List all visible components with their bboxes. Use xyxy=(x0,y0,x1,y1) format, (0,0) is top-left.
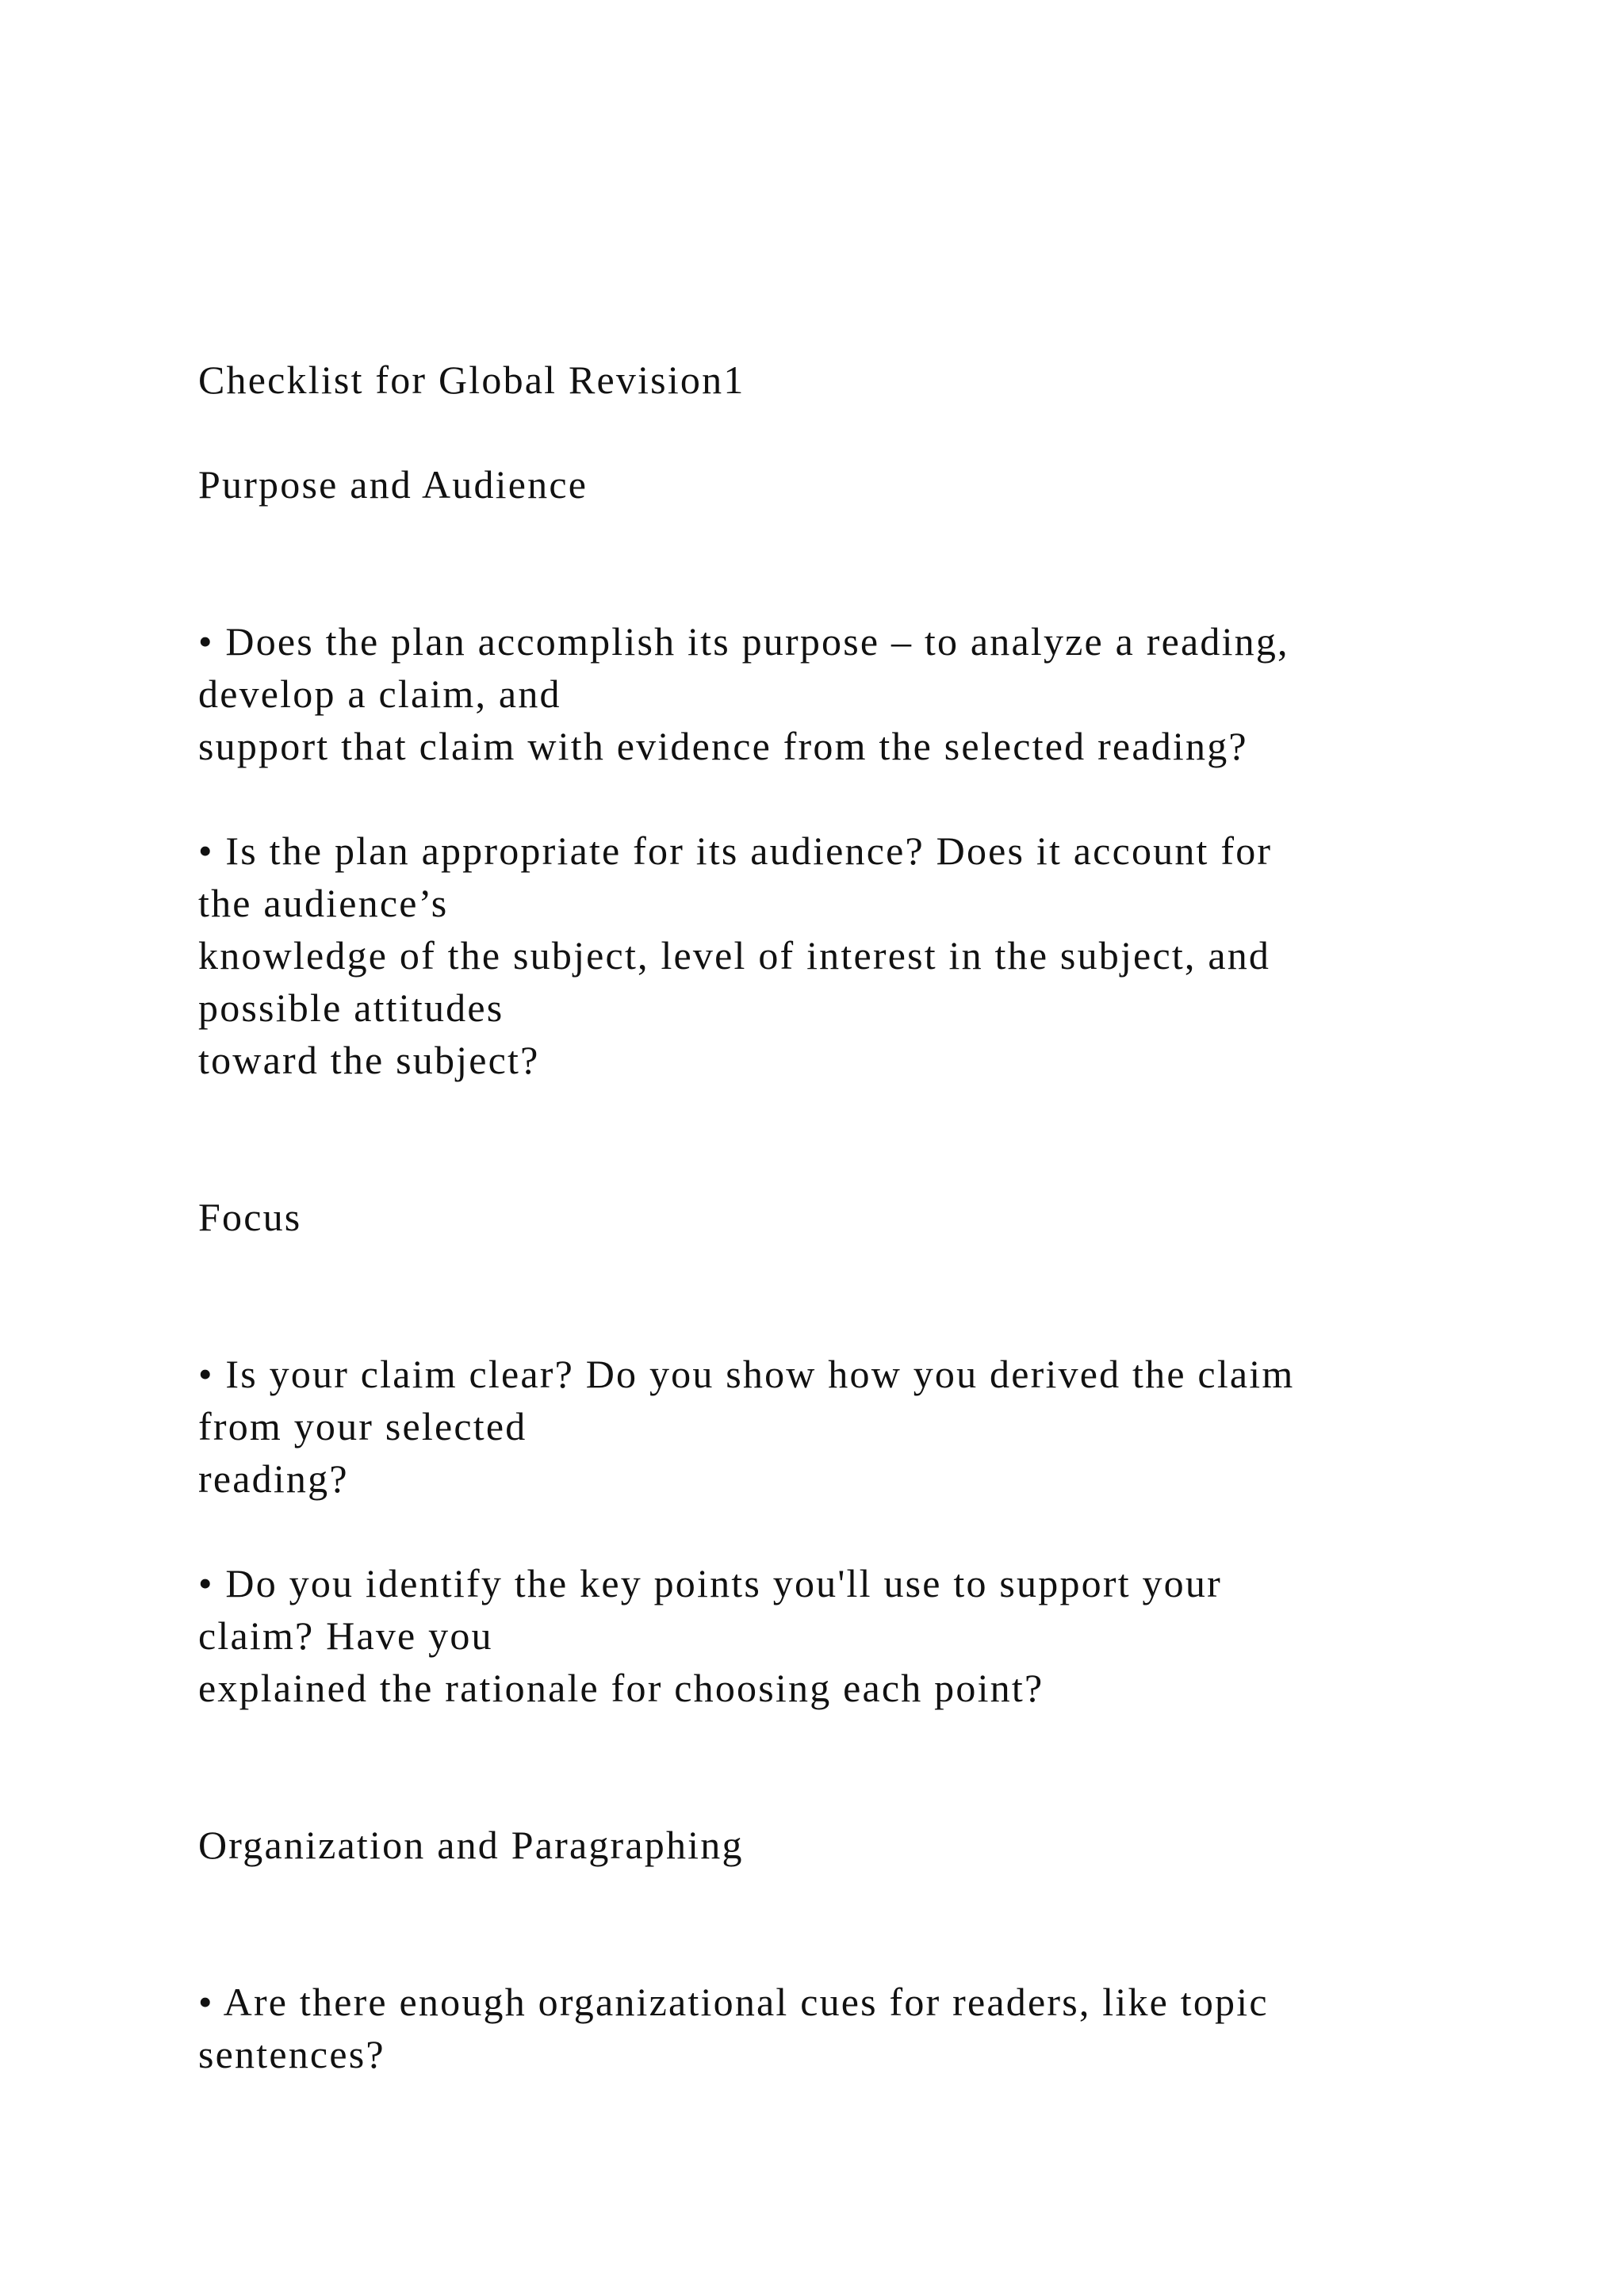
checklist-item-line: knowledge of the subject, level of interest in the subject, and xyxy=(198,933,1271,978)
checklist-item-line: • Is your claim clear? Do you show how you derived the claim xyxy=(198,1352,1295,1396)
section-heading-purpose-audience: Purpose and Audience xyxy=(198,462,588,507)
document-title: Checklist for Global Revision1 xyxy=(198,358,745,402)
checklist-item-line: • Are there enough organizational cues for readers, like topic xyxy=(198,1980,1269,2024)
checklist-item-line: sentences? xyxy=(198,2032,385,2076)
checklist-item-line: • Do you identify the key points you'll use to support your xyxy=(198,1561,1222,1605)
checklist-item-line: • Does the plan accomplish its purpose – to analyze a reading, xyxy=(198,619,1289,664)
checklist-item-line: reading? xyxy=(198,1456,349,1501)
checklist-item-line: support that claim with evidence from the selected reading? xyxy=(198,724,1248,768)
checklist-item-line: develop a claim, and xyxy=(198,672,561,716)
checklist-item-line: claim? Have you xyxy=(198,1613,493,1658)
checklist-item-line: explained the rationale for choosing each point? xyxy=(198,1666,1044,1710)
checklist-item-line: the audience’s xyxy=(198,881,449,925)
checklist-item-line: possible attitudes xyxy=(198,985,504,1030)
checklist-item-line: toward the subject? xyxy=(198,1038,540,1082)
section-heading-organization: Organization and Paragraphing xyxy=(198,1823,744,1867)
section-heading-focus: Focus xyxy=(198,1195,302,1239)
checklist-item-line: • Is the plan appropriate for its audience? Does it account for xyxy=(198,828,1273,873)
checklist-item-line: from your selected xyxy=(198,1404,527,1448)
